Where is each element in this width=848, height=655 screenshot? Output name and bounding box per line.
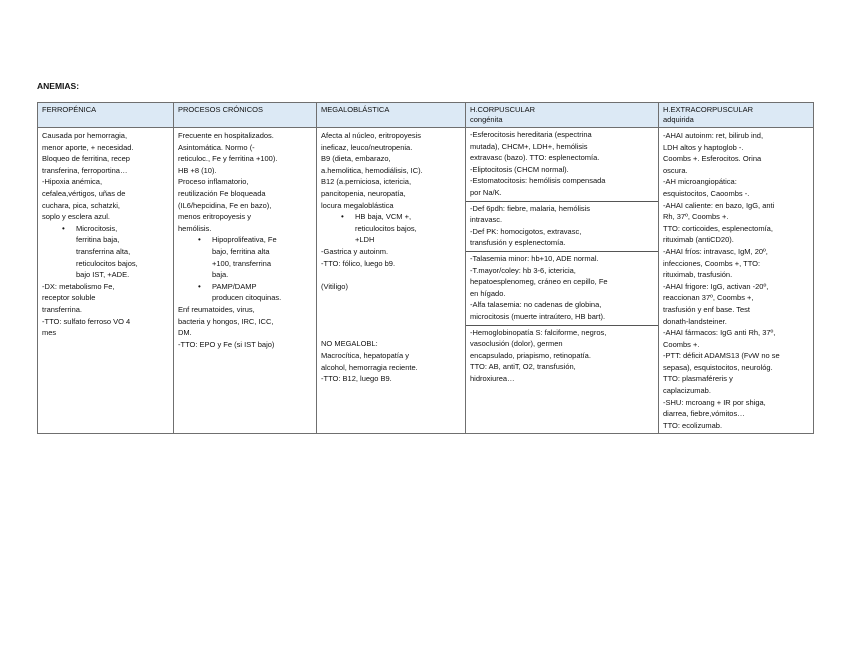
bullet-item xyxy=(212,281,312,304)
text-line: Asintomática. Normo (- xyxy=(178,142,255,152)
text-line: reaccionan 37º, Coombs +, xyxy=(663,293,754,303)
text-line: rituximab (antiCD20). xyxy=(663,235,734,245)
bullet-item xyxy=(212,234,312,280)
text-line: hepatoesplenomeg, cráneo en cepillo, Fe xyxy=(470,277,608,287)
text-line: soplo y esclera azul. xyxy=(42,212,110,222)
text-block xyxy=(663,130,809,431)
bullet-line: +100, transferrina xyxy=(212,258,271,268)
text-block xyxy=(321,246,461,269)
bullet-line: producen citoquinas. xyxy=(212,293,282,303)
bullet-line: +LDH xyxy=(355,235,375,245)
bullet-line: bajo IST, +ADE. xyxy=(76,270,130,280)
bullet-list xyxy=(42,223,169,281)
bullet-line: • Microcitosis, xyxy=(76,223,118,233)
text-line: -Esferocitosis hereditaria (espectrina xyxy=(470,130,592,139)
bullet-list xyxy=(321,211,461,246)
text-line: Frecuente en hospitalizados. xyxy=(178,131,274,140)
text-line: Bloqueo de ferritina, recep xyxy=(42,154,130,164)
text-line: infecciones, Coombs +, TTO: xyxy=(663,258,761,268)
header-h-extracorpuscular-subtitle: adquirida xyxy=(663,115,694,124)
text-line: trasfusión y enf base. Test xyxy=(663,304,750,314)
text-line: -TTO: B12, luego B9. xyxy=(321,374,392,384)
bullet-list xyxy=(178,234,312,304)
text-block xyxy=(321,338,461,384)
text-line: transferrina. xyxy=(42,304,83,314)
text-line: hemólisis. xyxy=(178,223,212,233)
header-h-corpuscular-subtitle: congénita xyxy=(470,115,503,124)
cell-h-extracorpuscular xyxy=(659,128,814,434)
text-line: locura megaloblástica xyxy=(321,200,394,210)
text-line: DM. xyxy=(178,328,192,338)
text-block xyxy=(42,130,169,223)
cell-ferropenica xyxy=(38,128,174,434)
text-line: sepasa), esquistocitos, neurológ. xyxy=(663,362,773,372)
bullet-line: • PAMP/DAMP xyxy=(212,281,257,291)
text-line: Macrocítica, hepatopatía y xyxy=(321,350,409,360)
header-h-extracorpuscular xyxy=(659,103,814,128)
text-line: caplacizumab. xyxy=(663,386,711,396)
text-line: Proceso inflamatorio, xyxy=(178,177,249,187)
text-line: -AHAI frigore: IgG, activan -20º, xyxy=(663,281,769,291)
text-line: encapsulado, priapismo, retinopatía. xyxy=(470,350,591,360)
text-line: -AH microangiopática: xyxy=(663,177,737,187)
bullet-item xyxy=(355,211,461,246)
text-line: -AHAI caliente: en bazo, IgG, anti xyxy=(663,200,775,210)
corpuscular-section-hemoglobinopathy xyxy=(466,326,658,387)
text-line: reticuloc., Fe y ferritina +100). xyxy=(178,154,278,164)
text-line: -Talasemia minor: hb+10, ADE normal. xyxy=(470,253,599,263)
content-row xyxy=(38,128,814,434)
text-line: diarrea, fiebre,vómitos… xyxy=(663,409,745,419)
bullet-line: transferrina alta, xyxy=(76,246,131,256)
bullet-item xyxy=(76,223,169,281)
page-title: ANEMIAS: xyxy=(37,81,80,91)
text-line: donath-landsteiner. xyxy=(663,316,727,326)
text-line: -T.mayor/coley: hb 3-6, ictericia, xyxy=(470,265,576,275)
anemias-table xyxy=(37,102,814,434)
text-line: por Na/K. xyxy=(470,187,502,197)
text-line: -AHAI fármacos: IgG anti Rh, 37º, xyxy=(663,328,776,338)
corpuscular-section-thalassemia xyxy=(466,252,658,326)
cell-h-corpuscular xyxy=(466,128,659,434)
text-line: hidroxiurea… xyxy=(470,373,515,383)
text-line: (IL6/hepcidina, Fe en bazo), xyxy=(178,200,272,210)
text-line: cuchara, pica, schatzki, xyxy=(42,200,120,210)
text-block xyxy=(321,130,461,211)
text-line: transferina, ferroportina… xyxy=(42,165,128,175)
header-megaloblastica: MEGALOBLÁSTICA xyxy=(317,103,466,128)
text-block xyxy=(178,130,312,234)
text-line: Coombs +. xyxy=(663,339,700,349)
text-line: Coombs +. Esferocitos. Orina xyxy=(663,154,762,164)
text-line: -Estomatocitosis: hemólisis compensada xyxy=(470,176,606,186)
text-line: TTO: ecolizumab. xyxy=(663,420,723,430)
text-line: B9 (dieta, embarazo, xyxy=(321,154,391,164)
text-line: vasoclusión (dolor), germen xyxy=(470,339,563,349)
text-line: pancitopenia, neuropatía, xyxy=(321,188,406,198)
text-line: Enf reumatoides, virus, xyxy=(178,304,255,314)
header-row xyxy=(38,103,814,128)
text-line: a.hemolitica, hemodiálisis, IC). xyxy=(321,165,423,175)
text-line: mes xyxy=(42,328,57,338)
text-line: rituximab, trasfusión. xyxy=(663,270,733,280)
text-line: bacteria y hongos, IRC, ICC, xyxy=(178,316,274,326)
header-h-extracorpuscular-title: H.EXTRACORPUSCULAR xyxy=(663,105,754,114)
text-line: menos eritropoyesis y xyxy=(178,212,251,222)
text-line: LDH altos y haptoglob -. xyxy=(663,142,744,152)
header-procesos-cronicos: PROCESOS CRÓNICOS xyxy=(174,103,317,128)
text-line: en hígado. xyxy=(470,288,506,298)
text-line: TTO: AB, antiT, O2, transfusión, xyxy=(470,362,576,372)
text-line: TTO: corticoides, esplenectomía, xyxy=(663,223,773,233)
header-ferropenica: FERROPÉNICA xyxy=(38,103,174,128)
text-line: menor aporte, + necesidad. xyxy=(42,142,134,152)
text-line: -Alfa talasemia: no cadenas de globina, xyxy=(470,300,602,310)
cell-megaloblastica xyxy=(317,128,466,434)
text-line: reutilización Fe bloqueada xyxy=(178,188,266,198)
text-line: -TTO: fólico, luego b9. xyxy=(321,258,396,268)
bullet-line: reticulocitos bajos, xyxy=(76,258,138,268)
corpuscular-section-membrane xyxy=(466,128,658,202)
bullet-line: • HB baja, VCM +, xyxy=(355,212,412,222)
vitiligo-note: (Vitiligo) xyxy=(321,281,348,291)
header-h-corpuscular xyxy=(466,103,659,128)
text-line: mutada), CHCM+, LDH+, hemólisis xyxy=(470,141,588,151)
text-line: transfusión y esplenectomía. xyxy=(470,238,566,248)
text-line: NO MEGALOBL: xyxy=(321,339,378,349)
text-line: HB +8 (10). xyxy=(178,165,217,175)
text-line: TTO: plasmaféreris y xyxy=(663,374,733,384)
text-line: -PTT: déficit ADAMS13 (FvW no se xyxy=(663,351,780,361)
bullet-line: reticulocitos bajos, xyxy=(355,223,417,233)
text-block xyxy=(42,281,169,339)
text-line: cefalea,vértigos, uñas de xyxy=(42,188,126,198)
text-line: -AHAI autoinm: ret, bilirub ind, xyxy=(663,131,764,140)
text-line: Rh, 37º, Coombs +. xyxy=(663,212,729,222)
text-line: alcohol, hemorragia reciente. xyxy=(321,362,418,372)
cell-procesos-cronicos xyxy=(174,128,317,434)
text-line: Afecta al núcleo, eritropoyesis xyxy=(321,131,422,140)
bullet-line: ferritina baja, xyxy=(76,235,120,245)
text-line: Causada por hemorragia, xyxy=(42,131,128,140)
text-line: -Def 6pdh: fiebre, malaria, hemólisis xyxy=(470,203,591,213)
text-line: ineficaz, leuco/neutropenia. xyxy=(321,142,413,152)
text-line: -TTO: sulfato ferroso VO 4 xyxy=(42,316,131,326)
header-h-corpuscular-title: H.CORPUSCULAR xyxy=(470,105,536,114)
text-line: intravasc. xyxy=(470,215,503,225)
text-line: -Eliptocitosis (CHCM normal). xyxy=(470,164,569,174)
bullet-line: • Hipoprolifeativa, Fe xyxy=(212,235,277,245)
text-line: B12 (a.perniciosa, ictericia, xyxy=(321,177,412,187)
bullet-line: bajo, ferritina alta xyxy=(212,246,270,256)
text-line: -DX: metabolismo Fe, xyxy=(42,281,115,291)
text-line: microcitosis (muerte intraútero, HB bart). xyxy=(470,311,606,321)
text-line: oscura. xyxy=(663,165,688,175)
text-line: -AHAI fríos: intravasc, IgM, 20º, xyxy=(663,246,768,256)
text-line: extravasc (bazo). TTO: esplenectomía. xyxy=(470,153,600,163)
text-line: receptor soluble xyxy=(42,293,96,303)
text-line: -Gastrica y autoinm. xyxy=(321,246,389,256)
text-line: esquistocitos, Caoombs -. xyxy=(663,188,750,198)
text-block xyxy=(178,304,312,350)
text-line: -SHU: mcroang + IR por shiga, xyxy=(663,397,766,407)
text-line: -Hipoxia anémica, xyxy=(42,177,103,187)
text-line: -Hemoglobinopatía S: falciforme, negros, xyxy=(470,327,607,337)
text-line: -TTO: EPO y Fe (si IST bajo) xyxy=(178,339,275,349)
text-line: -Def PK: homocigotos, extravasc, xyxy=(470,226,582,236)
corpuscular-section-enzymes xyxy=(466,202,658,252)
bullet-line: baja. xyxy=(212,270,229,280)
